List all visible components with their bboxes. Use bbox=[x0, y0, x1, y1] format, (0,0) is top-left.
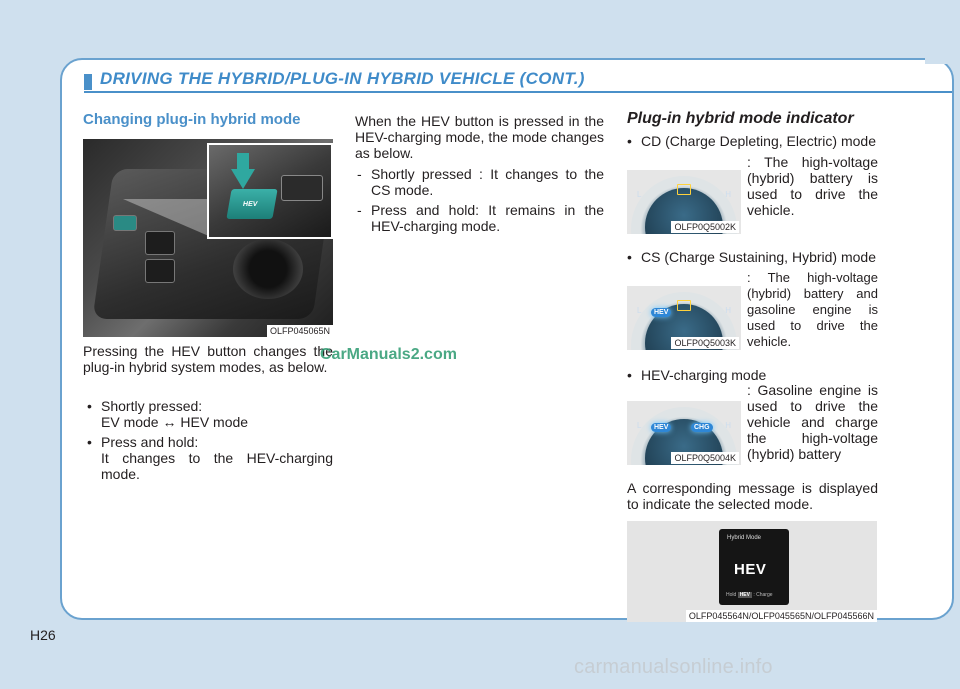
bullet-head: Press and hold: bbox=[101, 434, 199, 450]
battery-icon bbox=[677, 300, 691, 311]
bullet-dot: • bbox=[627, 367, 632, 383]
zoom-beam bbox=[123, 199, 211, 237]
mode-item-cs bbox=[627, 249, 882, 265]
hev-key-label: HEV bbox=[242, 201, 258, 208]
header-rule bbox=[84, 91, 952, 93]
dash-mark: - bbox=[357, 166, 362, 182]
corner-tab bbox=[925, 58, 950, 64]
indicator-note: A corresponding message is displayed to indicate the selected mode. bbox=[627, 480, 878, 512]
display-key: HEV bbox=[739, 592, 750, 598]
figure-code: OLFP0Q5002K bbox=[671, 221, 739, 233]
dash-item bbox=[357, 202, 604, 234]
display-mode-title: Hybrid Mode bbox=[727, 535, 762, 541]
gauge-h-label: H bbox=[725, 421, 731, 430]
mode-item-charging bbox=[627, 367, 882, 383]
hev-key bbox=[226, 189, 277, 219]
footer-watermark: carmanualsonline.info bbox=[574, 656, 773, 678]
middle-intro: When the HEV button is pressed in the HEV-charging mode, the mode changes as below. bbox=[355, 113, 604, 161]
dash-text: Shortly pressed : It changes to the CS mode. bbox=[371, 166, 604, 198]
press-arrow-icon bbox=[231, 169, 255, 189]
mode-name: HEV-charging mode bbox=[641, 367, 767, 383]
bullet-head: Shortly pressed: bbox=[101, 398, 203, 414]
bullet-dot: • bbox=[627, 249, 632, 265]
gauge-l-label: L bbox=[637, 421, 642, 430]
chg-badge: CHG bbox=[691, 423, 713, 432]
bullet-dot: • bbox=[87, 434, 92, 450]
gauge-h-label: H bbox=[725, 306, 731, 315]
cupholder bbox=[233, 239, 303, 299]
figure-code: OLFP045065N bbox=[267, 325, 333, 337]
display-mode-value: HEV bbox=[734, 561, 767, 578]
bullet-item bbox=[87, 434, 333, 482]
bullet-body: EV mode ↔ HEV mode bbox=[101, 414, 249, 430]
dash-mark: - bbox=[357, 202, 362, 218]
battery-icon bbox=[677, 184, 691, 195]
bullet-dot: • bbox=[87, 398, 92, 414]
bullet-dot: • bbox=[627, 133, 632, 149]
dash-item bbox=[357, 166, 604, 198]
gauge-cd bbox=[627, 170, 741, 234]
zoom-inset bbox=[207, 143, 333, 239]
adjacent-key bbox=[281, 175, 323, 201]
gauge-l-label: L bbox=[637, 190, 642, 199]
display-charge: : Charge bbox=[753, 592, 773, 598]
console-photo bbox=[83, 139, 333, 337]
cluster-display-photo bbox=[627, 521, 877, 622]
gauge-cs bbox=[627, 286, 741, 350]
mode-desc: : The high-voltage (hybrid) battery and gasoline engine is used to drive the vehicle. bbox=[747, 270, 878, 349]
section-title-changing-mode: Changing plug-in hybrid mode bbox=[83, 111, 301, 128]
gauge-l-label: L bbox=[637, 306, 642, 315]
page-number: H26 bbox=[30, 627, 56, 643]
display-screen bbox=[719, 529, 789, 605]
header-accent bbox=[84, 74, 92, 90]
hev-badge: HEV bbox=[651, 308, 671, 317]
section-header bbox=[84, 69, 952, 90]
hev-badge: HEV bbox=[651, 423, 671, 432]
figure-code: OLFP0Q5003K bbox=[671, 337, 739, 349]
figure-code: OLFP045564N/OLFP045565N/OLFP045566N bbox=[686, 610, 877, 622]
bullet-item bbox=[87, 398, 333, 430]
bullet-body: It changes to the HEV-charging mode. bbox=[101, 450, 333, 482]
section-title-indicator: Plug-in hybrid mode indicator bbox=[627, 110, 854, 127]
dash-text: Press and hold: It remains in the HEV-charging mode. bbox=[371, 202, 604, 234]
figure-code: OLFP0Q5004K bbox=[671, 452, 739, 464]
watermark-carmanuals2: CarManuals2.com bbox=[320, 346, 457, 363]
console-button bbox=[145, 259, 175, 283]
mode-item-cd bbox=[627, 133, 882, 149]
gauge-charging bbox=[627, 401, 741, 465]
header-title: DRIVING THE HYBRID/PLUG-IN HYBRID VEHICLE (CONT.) bbox=[100, 69, 585, 88]
display-hold: Hold bbox=[726, 592, 737, 598]
mode-desc: : Gasoline engine is used to drive the vehicle and charge the high-voltage (hybrid) battery bbox=[747, 382, 878, 462]
display-hint bbox=[726, 592, 773, 598]
mode-desc: : The high-voltage (hybrid) battery is used to drive the vehicle. bbox=[747, 154, 878, 218]
mode-name: CD (Charge Depleting, Electric) mode bbox=[641, 133, 876, 149]
mode-name: CS (Charge Sustaining, Hybrid) mode bbox=[641, 249, 876, 265]
gauge-h-label: H bbox=[725, 190, 731, 199]
left-intro: Pressing the HEV button changes the plug-in hybrid system modes, as below. bbox=[83, 343, 333, 375]
